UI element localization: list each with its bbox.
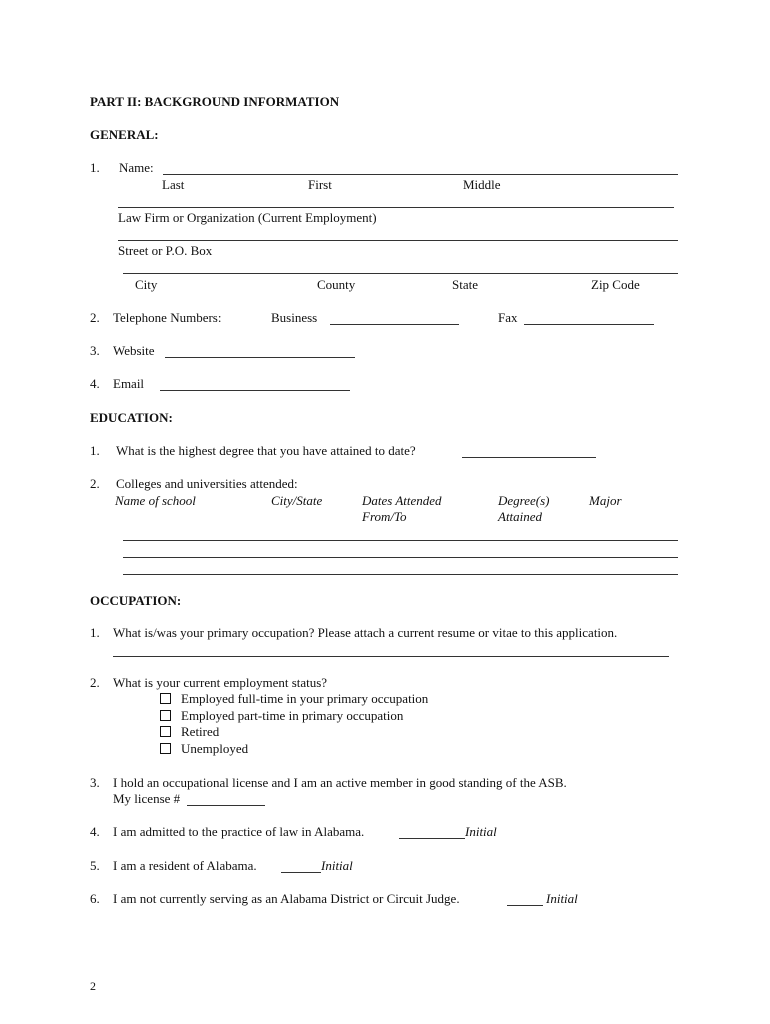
occupation-q3-number: 3. (90, 775, 100, 790)
checkbox-unemployed[interactable] (160, 743, 171, 754)
col-from-to: From/To (362, 509, 407, 524)
school-row-line-2[interactable] (123, 557, 678, 558)
name-field[interactable] (163, 174, 678, 175)
checkbox-part-time[interactable] (160, 710, 171, 721)
occupation-q6-number: 6. (90, 891, 100, 906)
initial-label-q5: Initial (321, 858, 353, 873)
initial-label-q6: Initial (546, 891, 578, 906)
occupation-q2-number: 2. (90, 675, 100, 690)
name-label: Name: (119, 160, 154, 175)
option-label: Employed full-time in your primary occupation (181, 691, 429, 706)
col-city-state: City/State (271, 493, 323, 508)
initial-field-q6[interactable] (507, 905, 543, 906)
school-row-line-3[interactable] (123, 574, 678, 575)
status-option-part-time[interactable] (160, 708, 403, 724)
col-major: Major (589, 493, 622, 508)
checkbox-retired[interactable] (160, 726, 171, 737)
general-q4-number: 4. (90, 376, 100, 391)
checkbox-full-time[interactable] (160, 693, 171, 704)
occupation-q6-text: I am not currently serving as an Alabama District or Circuit Judge. (113, 891, 460, 906)
education-q1-text: What is the highest degree that you have attained to date? (116, 443, 416, 458)
fax-label: Fax (498, 310, 518, 325)
highest-degree-field[interactable] (462, 457, 596, 458)
sub-city: City (135, 277, 158, 292)
email-field[interactable] (160, 390, 350, 391)
name-sub-last: Last (162, 177, 185, 192)
street-label: Street or P.O. Box (118, 243, 213, 258)
occupation-q5-number: 5. (90, 858, 100, 873)
page-number: 2 (90, 979, 96, 993)
status-option-retired[interactable] (160, 724, 219, 740)
primary-occupation-field[interactable] (113, 656, 669, 657)
license-label: My license # (113, 791, 181, 806)
name-sub-middle: Middle (463, 177, 501, 192)
website-label: Website (113, 343, 155, 358)
street-field[interactable] (118, 240, 678, 241)
occupation-heading: OCCUPATION: (90, 593, 182, 608)
education-q2-text: Colleges and universities attended: (116, 476, 298, 491)
initial-field-q4[interactable] (399, 838, 465, 839)
sub-state: State (452, 277, 478, 292)
initial-label-q4: Initial (465, 824, 497, 839)
occupation-q3-text: I hold an occupational license and I am an active member in good standing of the ASB. (113, 775, 567, 790)
status-option-full-time[interactable] (160, 691, 428, 707)
business-phone-field[interactable] (330, 324, 459, 325)
education-heading: EDUCATION: (90, 410, 173, 425)
part-title: PART II: BACKGROUND INFORMATION (90, 94, 340, 109)
col-name-of-school: Name of school (115, 493, 196, 508)
firm-label: Law Firm or Organization (Current Employment) (118, 210, 377, 225)
city-state-zip-field[interactable] (123, 273, 678, 274)
col-dates-attended: Dates Attended (362, 493, 442, 508)
occupation-q1-number: 1. (90, 625, 100, 640)
license-number-field[interactable] (187, 805, 265, 806)
education-q1-number: 1. (90, 443, 100, 458)
email-label: Email (113, 376, 145, 391)
option-label: Retired (181, 724, 220, 739)
telephone-label: Telephone Numbers: (113, 310, 222, 325)
general-q2-number: 2. (90, 310, 100, 325)
sub-zip: Zip Code (591, 277, 640, 292)
general-q1-number: 1. (90, 160, 100, 175)
col-attained: Attained (498, 509, 543, 524)
occupation-q1-text: What is/was your primary occupation? Please attach a current resume or vitae to this application. (113, 625, 618, 640)
website-field[interactable] (165, 357, 355, 358)
occupation-q4-number: 4. (90, 824, 100, 839)
general-q3-number: 3. (90, 343, 100, 358)
sub-county: County (317, 277, 356, 292)
business-label: Business (271, 310, 318, 325)
initial-field-q5[interactable] (281, 872, 321, 873)
occupation-q4-text: I am admitted to the practice of law in Alabama. (113, 824, 365, 839)
school-row-line-1[interactable] (123, 540, 678, 541)
option-label: Unemployed (181, 741, 249, 756)
col-degrees: Degree(s) (498, 493, 550, 508)
general-heading: GENERAL: (90, 127, 159, 142)
option-label: Employed part-time in primary occupation (181, 708, 404, 723)
name-sub-first: First (308, 177, 332, 192)
occupation-q2-text: What is your current employment status? (113, 675, 328, 690)
fax-field[interactable] (524, 324, 654, 325)
education-q2-number: 2. (90, 476, 100, 491)
occupation-q5-text: I am a resident of Alabama. (113, 858, 257, 873)
firm-field[interactable] (118, 207, 674, 208)
status-option-unemployed[interactable] (160, 741, 248, 757)
